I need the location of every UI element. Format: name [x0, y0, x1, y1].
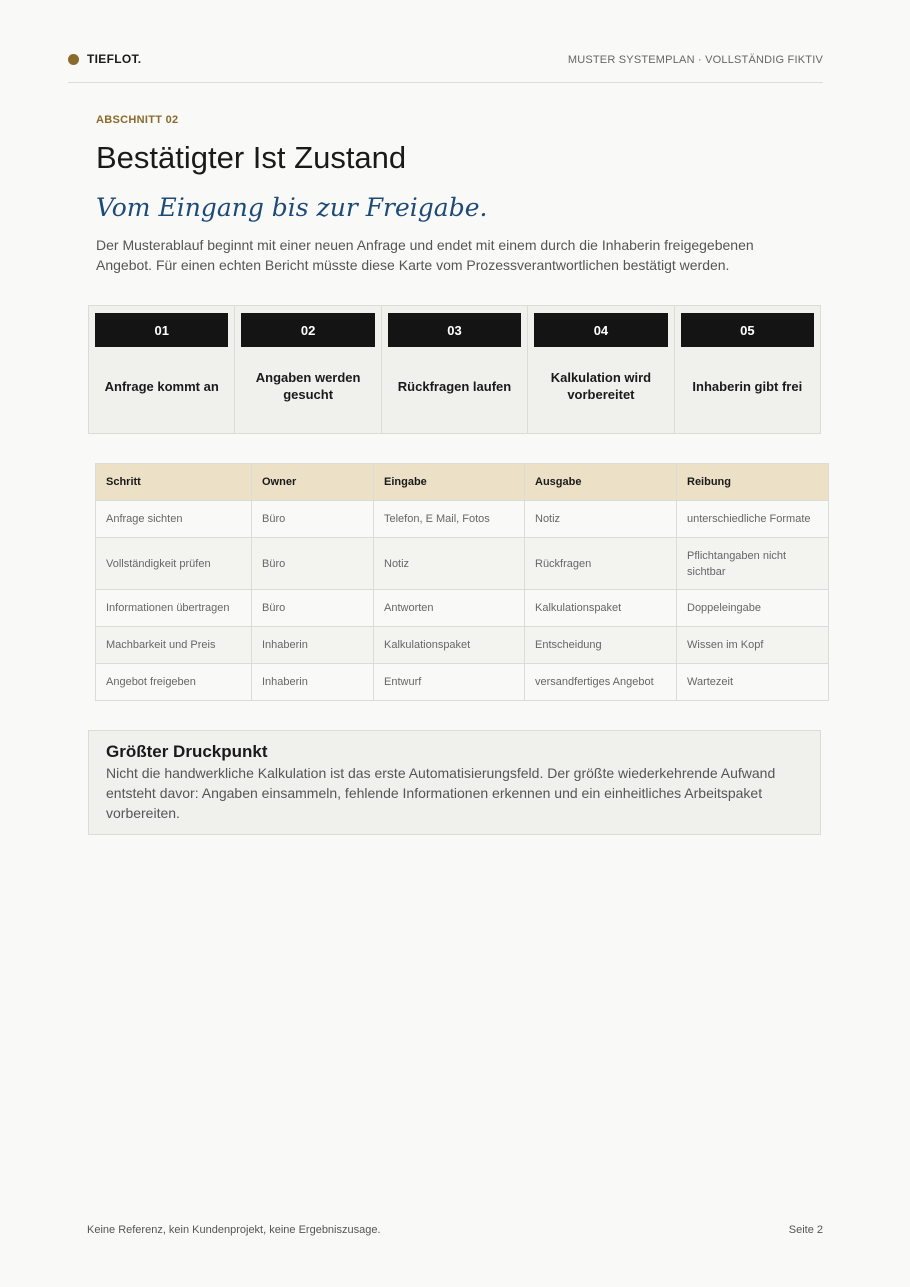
step-number: 04 — [534, 313, 667, 347]
table-cell: Büro — [252, 538, 374, 590]
table-cell: Wissen im Kopf — [677, 627, 829, 664]
table-row — [96, 538, 829, 590]
step-number: 05 — [681, 313, 814, 347]
page-header — [68, 52, 823, 83]
table-cell: versandfertiges Angebot — [525, 664, 677, 701]
column-header: Schritt — [96, 464, 252, 501]
process-step — [382, 306, 528, 433]
table-cell: Doppeleingabe — [677, 590, 829, 627]
table-cell: Entwurf — [374, 664, 525, 701]
step-label: Anfrage kommt an — [104, 378, 219, 394]
column-header: Ausgabe — [525, 464, 677, 501]
callout-text: Nicht die handwerkliche Kalkulation ist das erste Automatisierungsfeld. Der größte wiederkehrende Aufwand entsteht davor: Angaben einsammeln, fehlende Informationen erkennen und ein einheitliches Arbeitspaket vorbereiten. — [106, 765, 776, 821]
table-cell: Kalkulationspaket — [374, 627, 525, 664]
table-cell: Inhaberin — [252, 664, 374, 701]
table-cell: Büro — [252, 501, 374, 538]
page-number: Seite 2 — [788, 1224, 823, 1236]
column-header: Eingabe — [374, 464, 525, 501]
brand-dot-icon — [68, 54, 79, 65]
table-cell: Vollständigkeit prüfen — [96, 538, 252, 590]
brand-name: TIEFLOT. — [87, 52, 142, 66]
table-cell: Wartezeit — [677, 664, 829, 701]
table-cell: Inhaberin — [252, 627, 374, 664]
process-table — [95, 463, 829, 701]
step-label: Inhaberin gibt frei — [692, 378, 803, 394]
table-cell: Büro — [252, 590, 374, 627]
process-step — [675, 306, 820, 433]
brand — [68, 52, 141, 66]
table-cell: Telefon, E Mail, Fotos — [374, 501, 525, 538]
table-cell: Antworten — [374, 590, 525, 627]
process-steps — [88, 305, 821, 434]
table-cell: Notiz — [374, 538, 525, 590]
footer-disclaimer: Keine Referenz, kein Kundenprojekt, keine Ergebniszusage. — [87, 1224, 381, 1236]
table-cell: Anfrage sichten — [96, 501, 252, 538]
step-number: 02 — [241, 313, 374, 347]
callout-box — [88, 730, 821, 835]
intro-text: Der Musterablauf beginnt mit einer neuen Anfrage und endet mit einem durch die Inhaberin freigegebenen Angebot. Für einen echten Bericht müsste diese Karte vom Prozessverantwortlichen bestätigt werden. — [96, 237, 754, 273]
process-step — [528, 306, 674, 433]
table-cell: Entscheidung — [525, 627, 677, 664]
callout-title: Größter Druckpunkt — [106, 742, 268, 761]
step-label: Kalkulation wird vorbereitet — [550, 370, 652, 402]
process-step — [235, 306, 381, 433]
page-title: Bestätigter Ist Zustand — [96, 140, 407, 175]
process-step — [89, 306, 235, 433]
table-cell: Machbarkeit und Preis — [96, 627, 252, 664]
header-meta: MUSTER SYSTEMPLAN · VOLLSTÄNDIG FIKTIV — [567, 54, 823, 66]
column-header: Owner — [252, 464, 374, 501]
table-cell: Rückfragen — [525, 538, 677, 590]
step-label: Angaben werden gesucht — [255, 370, 361, 402]
table-header-row — [96, 464, 829, 501]
step-label: Rückfragen laufen — [397, 378, 512, 394]
table-row — [96, 501, 829, 538]
table-row — [96, 627, 829, 664]
section-label: ABSCHNITT 02 — [96, 114, 179, 126]
table-cell: Notiz — [525, 501, 677, 538]
table-cell: unterschiedliche Formate — [677, 501, 829, 538]
column-header: Reibung — [677, 464, 829, 501]
table-cell: Informationen übertragen — [96, 590, 252, 627]
table-cell: Angebot freigeben — [96, 664, 252, 701]
table-cell: Pflichtangaben nicht sichtbar — [677, 538, 829, 590]
table-row — [96, 664, 829, 701]
step-number: 01 — [95, 313, 228, 347]
step-number: 03 — [388, 313, 521, 347]
table-cell: Kalkulationspaket — [525, 590, 677, 627]
page-subtitle: Vom Eingang bis zur Freigabe. — [96, 193, 488, 222]
table-row — [96, 590, 829, 627]
